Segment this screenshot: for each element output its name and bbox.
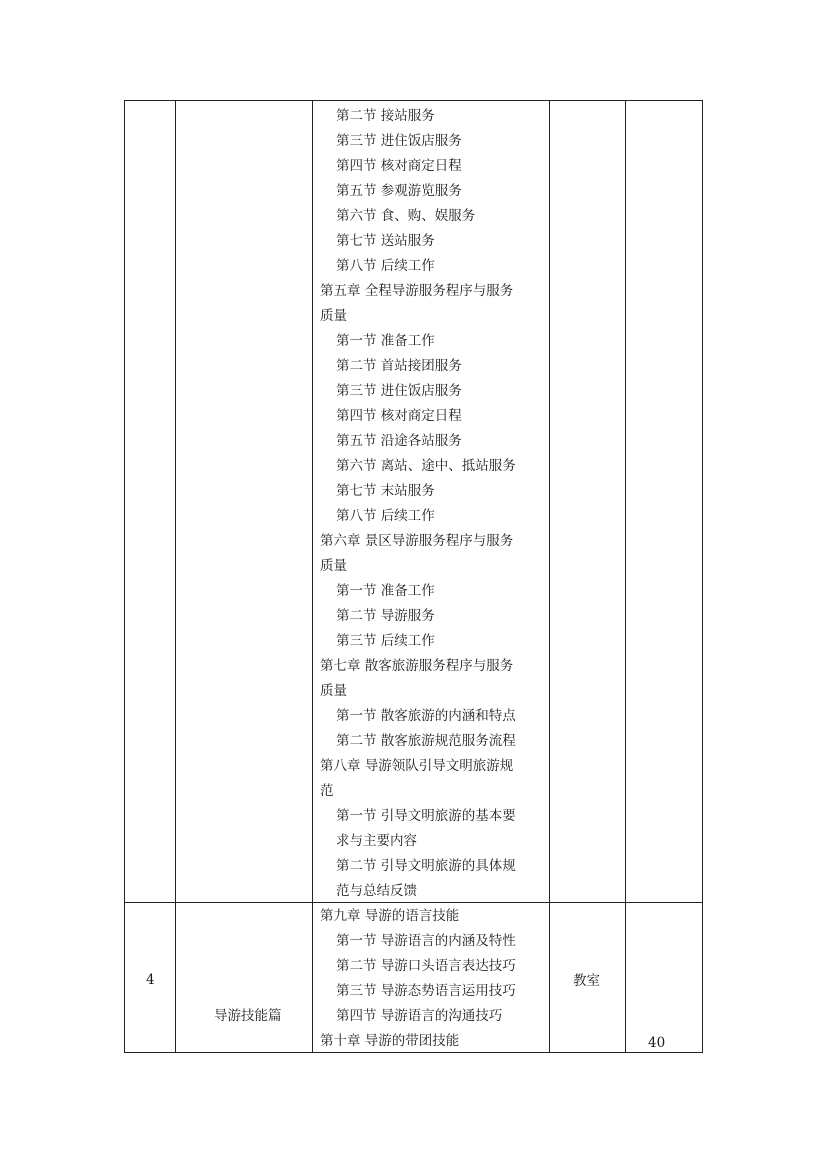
content-line: 第三节 后续工作: [336, 633, 435, 649]
content-line: 第三节 进住饭店服务: [336, 133, 462, 149]
class-hours: 40: [648, 1035, 666, 1051]
content-line: 第四节 导游语言的沟通技巧: [336, 1008, 503, 1024]
content-line: 第七节 送站服务: [336, 233, 435, 249]
content-line: 第一节 引导文明旅游的基本要: [336, 808, 516, 824]
content-line: 第四节 核对商定日程: [336, 158, 462, 174]
column-divider: [549, 101, 550, 1052]
content-line: 质量: [320, 683, 347, 699]
content-line: 第二节 散客旅游规范服务流程: [336, 733, 516, 749]
column-divider: [175, 101, 176, 1052]
content-line: 第九章 导游的语言技能: [320, 908, 460, 924]
column-divider: [312, 101, 313, 1052]
content-line: 第二节 导游口头语言表达技巧: [336, 958, 516, 974]
content-line: 第八节 后续工作: [336, 258, 435, 274]
content-line: 第一节 准备工作: [336, 583, 435, 599]
course-content-table: [124, 100, 703, 1053]
content-line: 质量: [320, 308, 347, 324]
content-line: 质量: [320, 558, 347, 574]
content-line: 第七章 散客旅游服务程序与服务: [320, 658, 514, 674]
content-line: 第二节 接站服务: [336, 108, 435, 124]
column-divider: [625, 101, 626, 1052]
row-number: 4: [146, 972, 155, 988]
content-line: 第二节 导游服务: [336, 608, 435, 624]
content-line: 求与主要内容: [336, 833, 417, 849]
content-line: 第七节 末站服务: [336, 483, 435, 499]
content-line: 第六节 离站、途中、抵站服务: [336, 458, 516, 474]
content-line: 第一节 准备工作: [336, 333, 435, 349]
content-line: 第二节 引导文明旅游的具体规: [336, 858, 516, 874]
content-line: 第一节 导游语言的内涵及特性: [336, 933, 516, 949]
content-line: 第三节 进住饭店服务: [336, 383, 462, 399]
content-line: 第五章 全程导游服务程序与服务: [320, 283, 514, 299]
content-line: 范与总结反馈: [336, 883, 417, 899]
content-line: 范: [320, 783, 334, 799]
content-line: 第三节 导游态势语言运用技巧: [336, 983, 516, 999]
content-line: 第十章 导游的带团技能: [320, 1033, 460, 1049]
content-line: 第五节 参观游览服务: [336, 183, 462, 199]
content-line: 第二节 首站接团服务: [336, 358, 462, 374]
content-line: 第八章 导游领队引导文明旅游规: [320, 758, 514, 774]
content-line: 第一节 散客旅游的内涵和特点: [336, 708, 516, 724]
row-divider: [125, 902, 702, 903]
content-line: 第八节 后续工作: [336, 508, 435, 524]
content-line: 第四节 核对商定日程: [336, 408, 462, 424]
content-line: 第六节 食、购、娱服务: [336, 208, 476, 224]
teaching-location: 教室: [573, 973, 600, 989]
content-line: 第六章 景区导游服务程序与服务: [320, 533, 514, 549]
module-name: 导游技能篇: [214, 1008, 282, 1024]
content-line: 第五节 沿途各站服务: [336, 433, 462, 449]
